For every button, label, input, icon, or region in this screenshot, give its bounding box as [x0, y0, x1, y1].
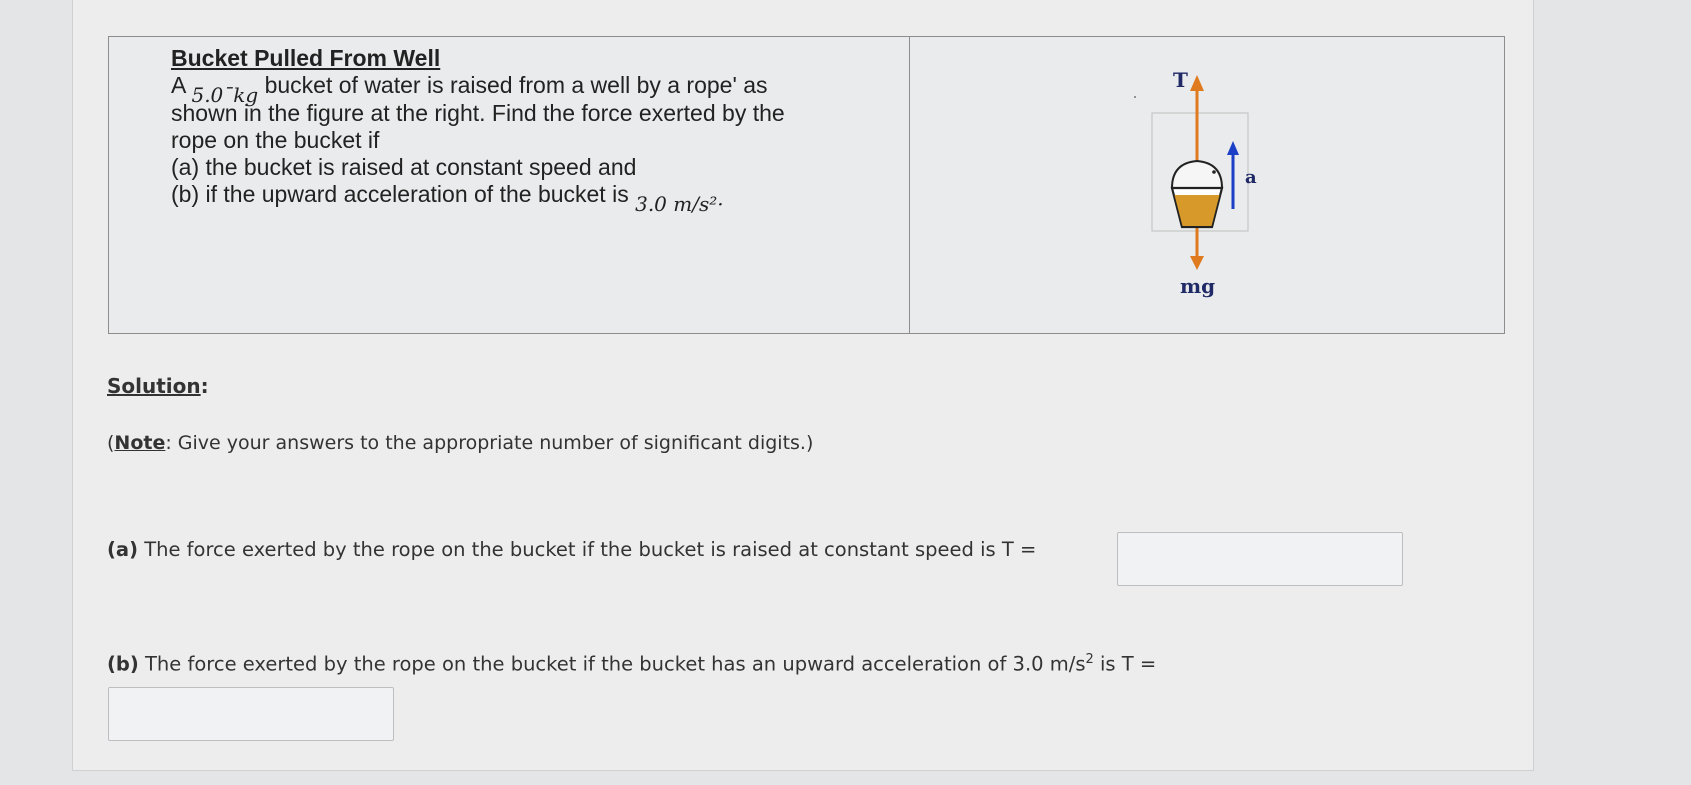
question-a [107, 538, 1036, 561]
stray-mark [1134, 96, 1136, 98]
question-b-label: (b) [107, 652, 139, 676]
item-a-text: the bucket is raised at constant speed and [205, 154, 637, 180]
bucket-handle [1172, 161, 1222, 188]
figure-cell [910, 37, 1504, 333]
problem-item-a [171, 154, 909, 181]
question-b-exponent: 2 [1085, 652, 1094, 667]
acceleration-value: 3.0 m/s²· [635, 192, 724, 216]
problem-title: Bucket Pulled From Well [171, 45, 441, 71]
problem-item-b [171, 181, 909, 216]
question-b-text: The force exerted by the rope on the bucket if the bucket has an upward acceleration of 3.0 m/s [145, 652, 1086, 676]
answer-a-input[interactable] [1117, 532, 1403, 586]
problem-line-2: shown in the figure at the right. Find the force exerted by the [171, 100, 785, 126]
significant-digits-note: (Note: Give your answers to the appropriate number of significant digits.) [107, 432, 814, 454]
item-b-label: (b) [171, 181, 200, 207]
mass-value: 5.0ˉkg [191, 83, 259, 107]
note-label: Note [114, 432, 166, 454]
problem-line-1 [171, 72, 909, 107]
tension-arrowhead [1190, 75, 1204, 91]
question-b-tail: is T = [1093, 652, 1157, 676]
label-mg: mg [1180, 274, 1216, 298]
solution-heading: Solution: [107, 374, 209, 398]
item-b-text: if the upward acceleration of the bucket is [205, 181, 629, 207]
question-a-text: The force exerted by the rope on the bucket if the bucket is raised at constant speed is T = [144, 538, 1037, 561]
bucket-rivet [1212, 170, 1216, 174]
problem-box [108, 36, 1505, 334]
item-a-label: (a) [171, 154, 200, 180]
question-a-label: (a) [107, 538, 138, 561]
acceleration-arrowhead [1227, 141, 1239, 155]
answer-b-input[interactable] [108, 687, 394, 741]
problem-line-1-pre: A [171, 72, 186, 98]
problem-line-1-post: bucket of water is raised from a well by a rope' as [264, 72, 768, 98]
bucket-figure [910, 37, 1502, 333]
question-b [107, 652, 1156, 676]
problem-line-3: rope on the bucket if [171, 127, 380, 153]
label-T: T [1173, 68, 1188, 92]
label-a: a [1245, 167, 1257, 188]
weight-arrowhead [1190, 256, 1204, 270]
problem-statement [109, 37, 910, 333]
note-text: : Give your answers to the appropriate number of significant digits.) [165, 432, 814, 454]
